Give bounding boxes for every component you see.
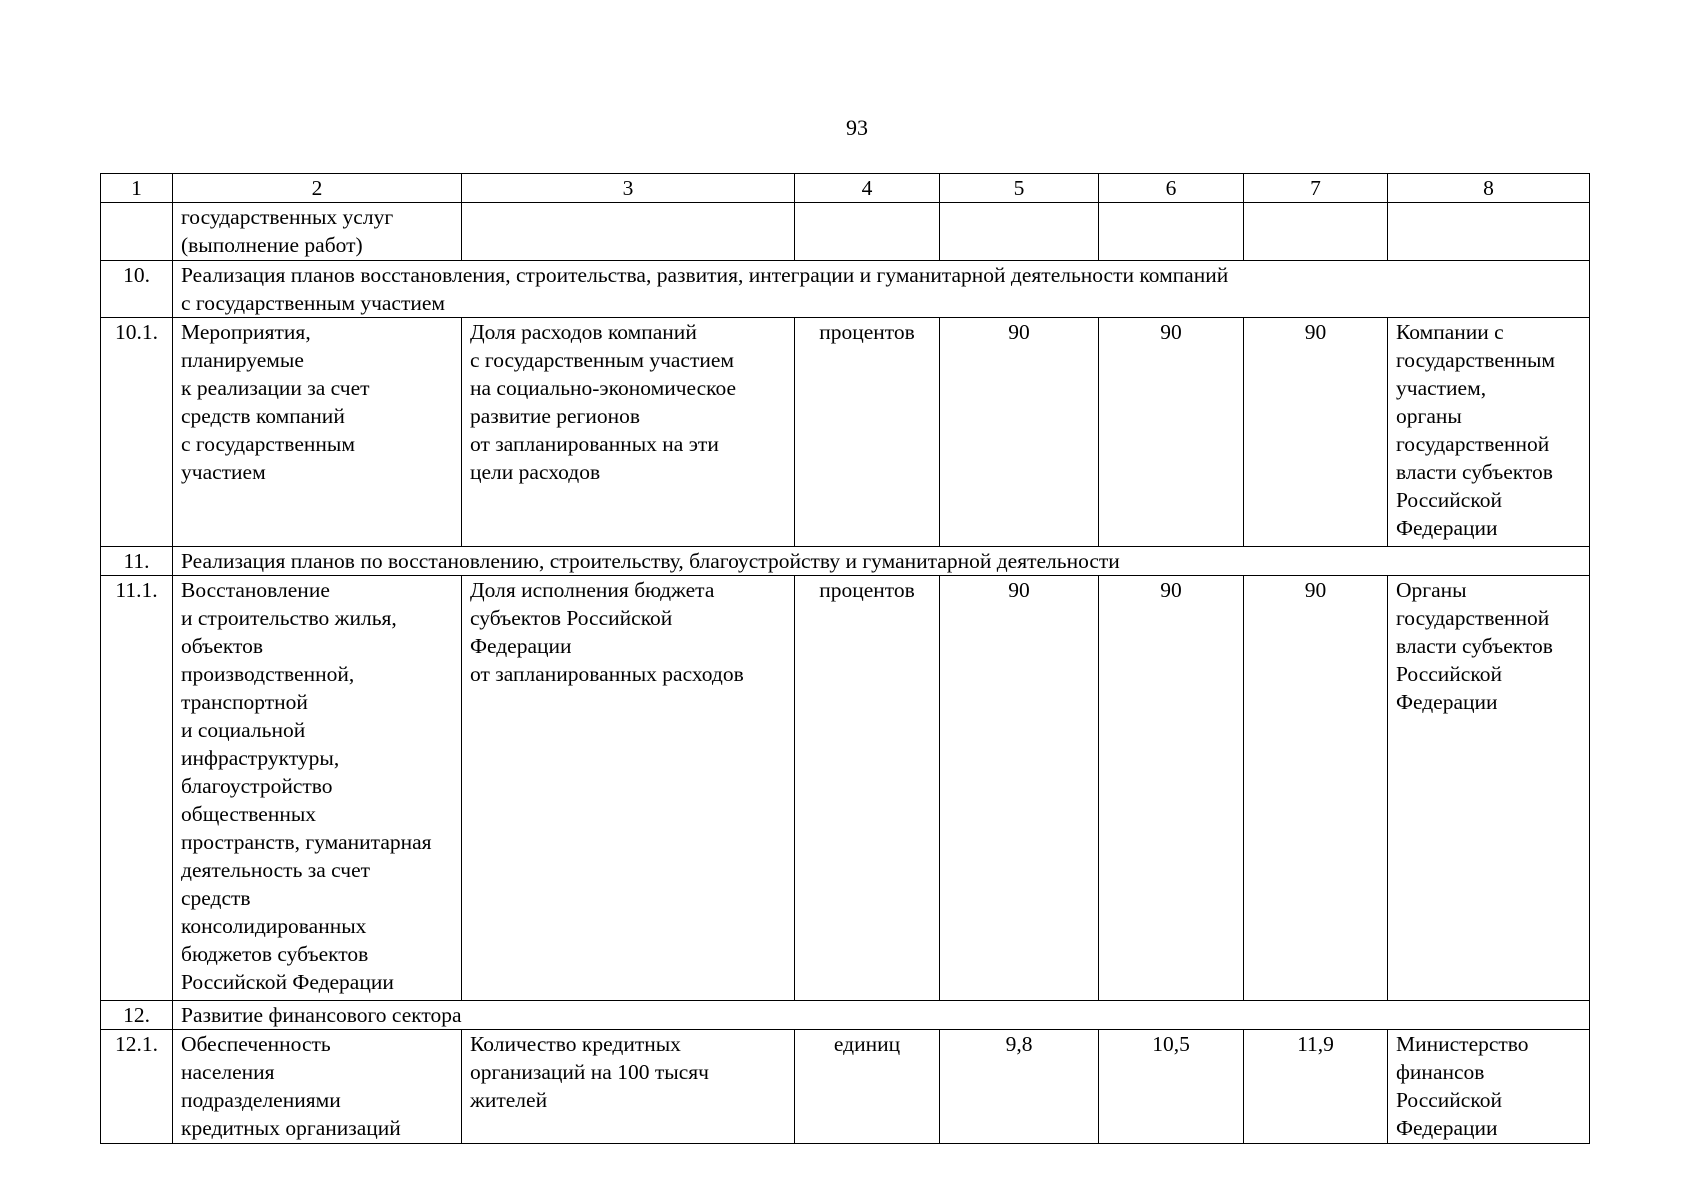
continuation-row	[101, 203, 1590, 261]
value-cell: 90	[1244, 318, 1388, 547]
page-number: 93	[846, 115, 868, 140]
value-cell: 90	[1244, 576, 1388, 1001]
unit-cell	[795, 203, 940, 261]
section-title: Реализация планов по восстановлению, строительству, благоустройству и гуманитарной деятельности	[173, 547, 1590, 576]
section-number: 11.	[101, 547, 173, 576]
responsible-cell: Органы государственной власти субъектов Российской Федерации	[1388, 576, 1590, 1001]
table-row	[101, 318, 1590, 547]
column-header: 8	[1388, 174, 1590, 203]
row-number-cell	[101, 203, 173, 261]
indicator-cell: Количество кредитных организаций на 100 тысяч жителей	[462, 1030, 795, 1144]
column-header: 1	[101, 174, 173, 203]
responsible-cell: Министерство финансов Российской Федерации	[1388, 1030, 1590, 1144]
measure-cell: Обеспеченность населения подразделениями кредитных организаций	[173, 1030, 462, 1144]
column-header: 6	[1099, 174, 1244, 203]
unit-cell: единиц	[795, 1030, 940, 1144]
value-cell: 90	[940, 576, 1099, 1001]
value-cell	[1244, 203, 1388, 261]
section-row	[101, 1001, 1590, 1030]
measure-cell: Восстановление и строительство жилья, объектов производственной, транспортной и социальной инфраструктуры, благоустройство общественных пространств, гуманитарная деятельность за счет средств консолидированных бюджетов субъектов Российской Федерации	[173, 576, 462, 1001]
row-number-cell: 12.1.	[101, 1030, 173, 1144]
measure-cell: государственных услуг (выполнение работ)	[173, 203, 462, 261]
measures-table	[100, 173, 1590, 1144]
unit-cell: процентов	[795, 318, 940, 547]
indicator-cell: Доля исполнения бюджета субъектов Российской Федерации от запланированных расходов	[462, 576, 795, 1001]
value-cell	[940, 203, 1099, 261]
column-header: 7	[1244, 174, 1388, 203]
column-number-row	[101, 174, 1590, 203]
row-number-cell: 11.1.	[101, 576, 173, 1001]
responsible-cell	[1388, 203, 1590, 261]
value-cell: 90	[1099, 318, 1244, 547]
section-row	[101, 547, 1590, 576]
column-header: 5	[940, 174, 1099, 203]
responsible-cell: Компании с государственным участием, органы государственной власти субъектов Российской Федерации	[1388, 318, 1590, 547]
table-row	[101, 1030, 1590, 1144]
row-number-cell: 10.1.	[101, 318, 173, 547]
indicator-cell: Доля расходов компаний с государственным участием на социально-экономическое развитие регионов от запланированных на эти цели расходов	[462, 318, 795, 547]
value-cell: 9,8	[940, 1030, 1099, 1144]
indicator-cell	[462, 203, 795, 261]
section-number: 10.	[101, 261, 173, 318]
section-title: Реализация планов восстановления, строительства, развития, интеграции и гуманитарной деятельности компаний с государственным участием	[173, 261, 1590, 318]
measure-cell: Мероприятия, планируемые к реализации за счет средств компаний с государственным участием	[173, 318, 462, 547]
unit-cell: процентов	[795, 576, 940, 1001]
section-row	[101, 261, 1590, 318]
section-title: Развитие финансового сектора	[173, 1001, 1590, 1030]
value-cell: 90	[940, 318, 1099, 547]
table-row	[101, 576, 1590, 1001]
value-cell: 90	[1099, 576, 1244, 1001]
value-cell: 10,5	[1099, 1030, 1244, 1144]
column-header: 4	[795, 174, 940, 203]
value-cell	[1099, 203, 1244, 261]
column-header: 2	[173, 174, 462, 203]
value-cell: 11,9	[1244, 1030, 1388, 1144]
column-header: 3	[462, 174, 795, 203]
section-number: 12.	[101, 1001, 173, 1030]
